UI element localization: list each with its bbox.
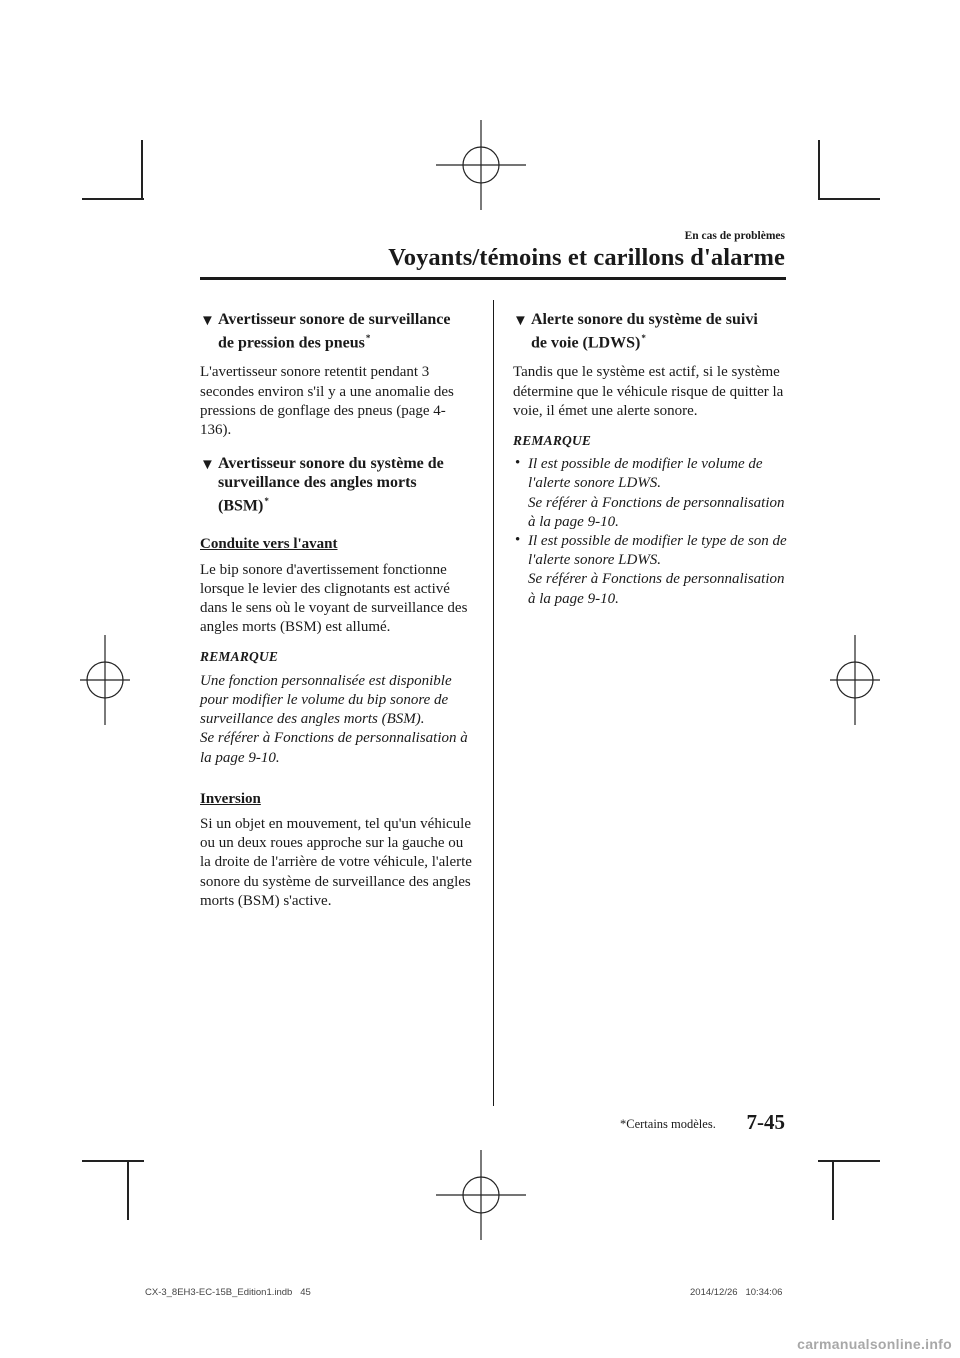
imprint-date: 2014/12/26 10:34:06 xyxy=(690,1287,783,1298)
bsm-note-line2: Se référer à Fonctions de personnalisation à la page 9-10. xyxy=(200,730,468,766)
page-title: Voyants/témoins et carillons d'alarme xyxy=(388,244,785,271)
registration-mark-left xyxy=(80,635,170,725)
bullet-icon: • xyxy=(515,531,521,548)
triangle-icon: ▼ xyxy=(200,313,215,329)
left-column xyxy=(200,310,476,919)
registration-mark-right xyxy=(810,635,900,725)
watermark: carmanualsonline.info xyxy=(797,1336,952,1352)
bsm-note-title: REMARQUE xyxy=(200,649,279,665)
forward-driving-heading: Conduite vers l'avant xyxy=(200,536,338,553)
column-divider xyxy=(493,300,494,1106)
bsm-heading: ▼ Avertisseur sonore du système de surveillance des angles morts (BSM)* xyxy=(200,455,444,515)
reverse-body: Si un objet en mouvement, tel qu'un véhicule ou un deux roues approche sur la gauche ou la droite de l'arrière de votre véhicule, l'alerte sonore du système de surveillance des angles morts (BSM) s'active. xyxy=(200,815,472,909)
ldws-heading: ▼ Alerte sonore du système de suivi de voie (LDWS)* xyxy=(513,311,758,352)
tpms-heading: ▼ Avertisseur sonore de surveillance de pression des pneus* xyxy=(200,311,451,352)
imprint-file: CX-3_8EH3-EC-15B_Edition1.indb 45 xyxy=(145,1287,311,1298)
header-rule xyxy=(200,277,786,280)
section-label: En cas de problèmes xyxy=(684,230,785,242)
page-number: 7-45 xyxy=(746,1110,785,1134)
triangle-icon: ▼ xyxy=(200,457,215,474)
reverse-heading: Inversion xyxy=(200,790,261,807)
registration-mark-top xyxy=(436,120,526,210)
ldws-body: Tandis que le système est actif, si le système détermine que le véhicule risque de quitter la voie, il émet une alerte sonore. xyxy=(513,364,784,419)
bsm-note-line1: Une fonction personnalisée est disponible pour modifier le volume du bip sonore de surveillance des angles morts (BSM). xyxy=(200,672,452,728)
ldws-note-item: • Il est possible de modifier le volume de l'alerte sonore LDWS. Se référer à Fonctions de personnalisation à la page 9-10. xyxy=(515,455,785,530)
ldws-note-item: • Il est possible de modifier le type de son de l'alerte sonore LDWS. Se référer à Fonctions de personnalisation à la page 9-10. xyxy=(515,531,787,607)
forward-driving-body: Le bip sonore d'avertissement fonctionne lorsque le levier des clignotants est activé dans le sens où le voyant de surveillance des angles morts (BSM) est allumé. xyxy=(200,561,468,636)
tpms-body: L'avertisseur sonore retentit pendant 3 secondes environ s'il y a une anomalie des pressions de gonflage des pneus (page 4-136). xyxy=(200,364,454,438)
bullet-icon: • xyxy=(515,455,521,472)
models-footnote: *Certains modèles. xyxy=(620,1117,716,1131)
ldws-note-title: REMARQUE xyxy=(513,432,592,448)
right-column xyxy=(513,310,789,609)
triangle-icon: ▼ xyxy=(513,313,528,329)
registration-mark-bottom xyxy=(436,1150,526,1240)
